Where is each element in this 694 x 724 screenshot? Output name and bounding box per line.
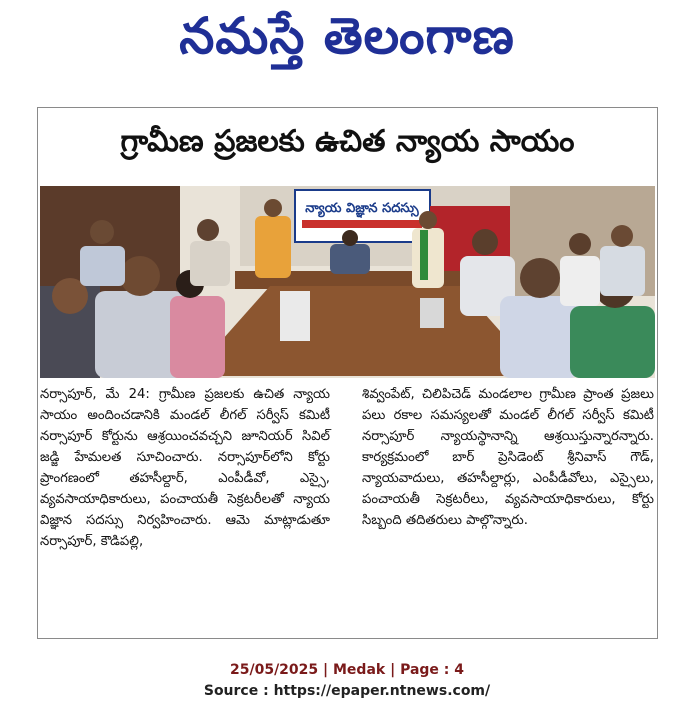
article-column-left [40,384,330,552]
article-text-right: శివ్వంపేట్, చిలిపిచెడ్ మండలాల గ్రామీణ ప్రాంత ప్రజలు పలు రకాల సమస్యలతో మండల్ లీగల్ సర్వీస్ కమిటీ నర్సాపూర్ న్యాయస్థానాన్ని ఆశ్రయిస్తున్నారన్నారు. కార్యక్రమంలో బార్ ప్రెసిడెంట్ శ్రీనివాస్ గౌడ్, న్యాయవాదులు, తహసీల్దార్లు, ఎంపీడీవోలు, ఎస్సైలు, పంచాయతీ సెక్రటరీలు, వ్యవసాయాధికారులు, కోర్టు సిబ్బంది తదితరులు పాల్గొన్నారు. [362,387,654,528]
footer-source-line: Source : https://epaper.ntnews.com/ [203,683,491,699]
footer-date-line: 25/05/2025 | Medak | Page : 4 [229,662,465,678]
article-text-left: నర్సాపూర్, మే 24: గ్రామీణ ప్రజలకు ఉచిత న్యాయ సాయం అందించడానికి మండల్ లీగల్ సర్వీస్ కమిటీ నర్సాపూర్ కోర్టును ఆశ్రయించవచ్చని జూనియర్ సివిల్ జడ్జి హేమలత సూచించారు. నర్సాపూర్‌లోని కోర్టు ప్రాంగణంలో తహసీల్దార్, ఎంపీడీవో, ఎస్సై, వ్యవసాయాధికారులు, పంచాయతీ సెక్రటరీలతో న్యాయ విజ్ఞాన సదస్సు నిర్వహించారు. ఆమె మాట్లాడుతూ నర్సాపూర్, కౌడిపల్లి, [40,387,330,549]
masthead-title: నమస్తే తెలంగాణ [179,6,515,65]
article-column-right [362,384,654,531]
article-photo [40,186,655,378]
photo-banner-text: న్యాయ విజ్ఞాన సదస్సు [305,201,419,216]
photo-banner [295,190,430,242]
article-headline: గ్రామీణ ప్రజలకు ఉచిత న్యాయ సాయం [120,124,575,159]
news-clipping [37,107,658,639]
